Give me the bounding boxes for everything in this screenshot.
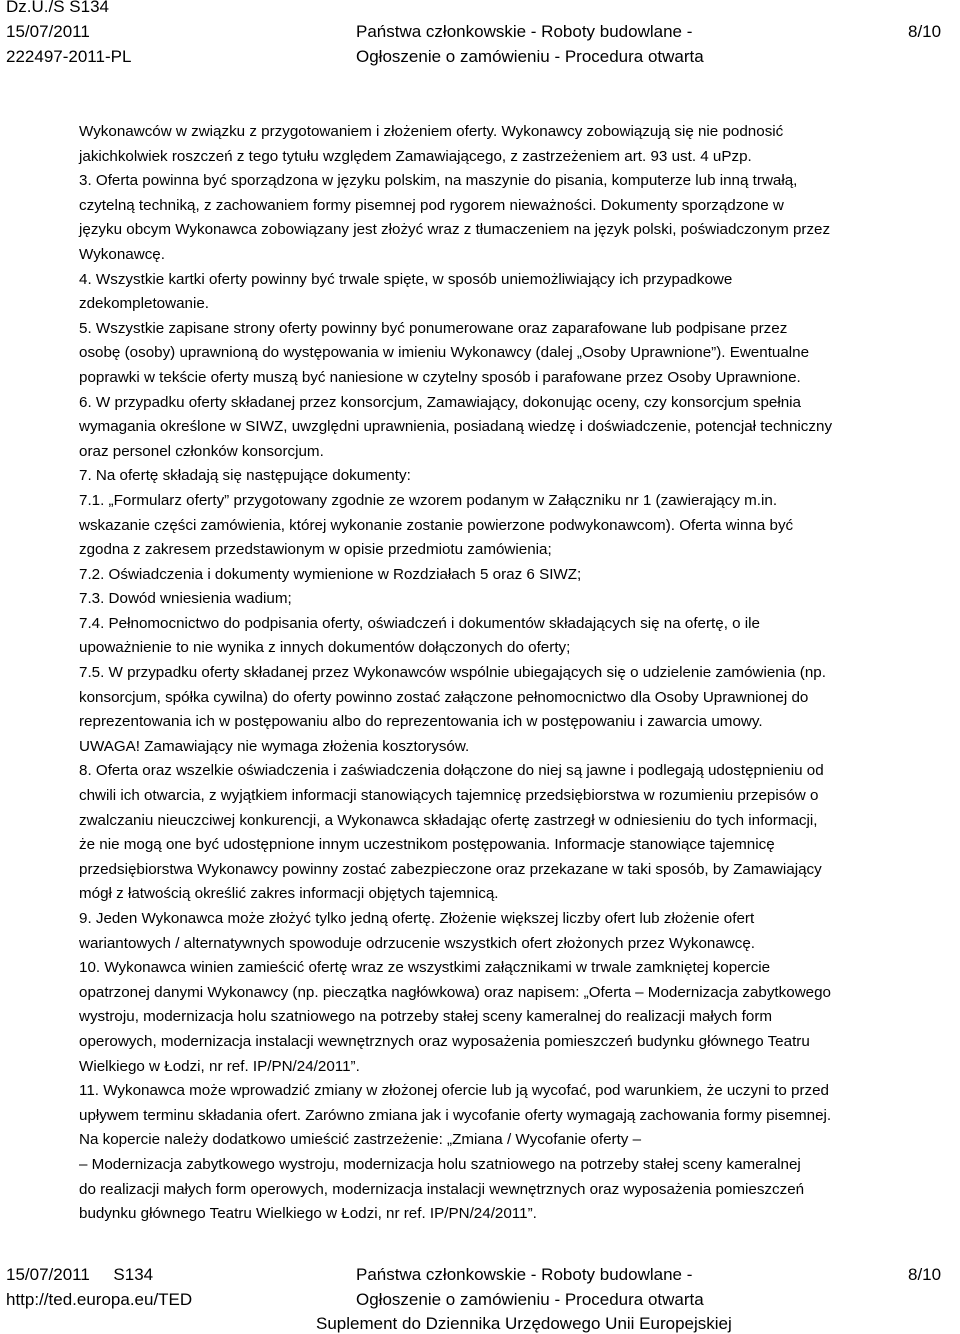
header-notice-id: 222497-2011-PL xyxy=(6,47,132,66)
body-line: wskazanie części zamówienia, której wykonanie zostanie powierzone podwykonawcom). Oferta winna być xyxy=(79,516,794,534)
body-line: 7.3. Dowód wniesienia wadium; xyxy=(79,590,292,608)
footer-page-number: 8/10 xyxy=(908,1265,942,1284)
footer-date-series: 15/07/2011 S134 xyxy=(6,1265,154,1284)
body-line: zwalczaniu nieuczciwej konkurencji, a Wykonawca składając ofertę zastrzegł w odniesieniu do tych informacji, xyxy=(79,811,818,829)
footer-title-line2: Ogłoszenie o zamówieniu - Procedura otwarta xyxy=(356,1290,704,1309)
body-line: wymagania określone w SIWZ, uwzględni uprawnienia, posiadaną wiedzę i doświadczenie, potencjał techniczny xyxy=(79,418,833,436)
body-line: 11. Wykonawca może wprowadzić zmiany w złożonej ofercie lub ją wycofać, pod warunkiem, że uczyni to przed xyxy=(79,1082,830,1100)
footer-title-line1: Państwa członkowskie - Roboty budowlane - xyxy=(356,1265,693,1284)
body-line: 6. W przypadku oferty składanej przez konsorcjum, Zamawiający, dokonując oceny, czy konsorcjum spełnia xyxy=(79,393,801,411)
body-line: czytelną techniką, z zachowaniem formy pisemnej pod rygorem nieważności. Dokumenty sporządzone w xyxy=(79,196,784,214)
body-line: 7.4. Pełnomocnictwo do podpisania oferty, oświadczeń i dokumentów składających się na ofertę, o ile xyxy=(79,614,761,632)
header-page-number: 8/10 xyxy=(908,22,942,41)
body-line: 3. Oferta powinna być sporządzona w języku polskim, na maszynie do pisania, komputerze lub inną trwałą, xyxy=(79,172,798,190)
body-line: 7.5. W przypadku oferty składanej przez Wykonawców wspólnie ubiegających się o udzielenie zamówienia (np. xyxy=(79,664,826,682)
body-line: reprezentowania ich w postępowaniu albo do reprezentowania ich w postępowaniu i zawarcia umowy. xyxy=(79,713,763,731)
header-doc-ref: Dz.U./S S134 xyxy=(6,0,109,16)
body-line: upoważnienie to nie wynika z innych dokumentów dołączonych do oferty; xyxy=(79,639,571,657)
body-line: konsorcjum, spółka cywilna) do oferty powinno zostać załączone pełnomocnictwo dla Osoby Uprawnionej do xyxy=(79,688,809,706)
body-line: przedsiębiorstwa Wykonawcy powinny zostać zabezpieczone oraz przekazane w taki sposób, by Zamawiający xyxy=(79,860,822,878)
body-line: wystroju, modernizacja holu szatniowego na potrzeby stałej sceny kameralnej do realizacji małych form xyxy=(79,1008,773,1026)
body-line: że nie mogą one być udostępnione innym uczestnikom postępowania. Informacje stanowiące tajemnicę xyxy=(79,836,775,854)
body-line: opatrzonej danymi Wykonawcy (np. pieczątka nagłówkowa) oraz napisem: „Oferta – Modernizacja zabytkowego xyxy=(79,983,832,1001)
body-line: operowych, modernizacja instalacji wewnętrznych oraz wyposażenia pomieszczeń budynku głównego Teatru xyxy=(79,1032,810,1050)
body-line: jakichkolwiek roszczeń z tego tytułu względem Zamawiającego, z zastrzeżeniem art. 93 ust. 4 uPzp. xyxy=(79,147,752,165)
document-body xyxy=(79,120,959,1227)
body-line: zdekompletowanie. xyxy=(79,295,210,313)
body-line: chwili ich otwarcia, z wyjątkiem informacji stanowiących tajemnicę przedsiębiorstwa w rozumieniu przepisów o xyxy=(79,787,819,805)
body-line: 5. Wszystkie zapisane strony oferty powinny być ponumerowane oraz zaparafowane lub podpisane przez xyxy=(79,319,788,337)
body-line: upływem terminu składania ofert. Zarówno zmiana jak i wycofanie oferty wymagają zachowania formy pisemnej. xyxy=(79,1106,832,1124)
body-line: 7.2. Oświadczenia i dokumenty wymienione w Rozdziałach 5 oraz 6 SIWZ; xyxy=(79,565,582,583)
body-line: 10. Wykonawca winien zamieścić ofertę wraz ze wszystkimi załącznikami w trwale zamkniętej kopercie xyxy=(79,959,771,977)
body-line: UWAGA! Zamawiający nie wymaga złożenia kosztorysów. xyxy=(79,737,470,755)
footer-url[interactable]: http://ted.europa.eu/TED xyxy=(6,1290,193,1309)
body-line: Wykonawców w związku z przygotowaniem i złożeniem oferty. Wykonawcy zobowiązują się nie podnosić xyxy=(79,123,784,140)
header-title-line2: Ogłoszenie o zamówieniu - Procedura otwarta xyxy=(356,47,704,66)
body-line: języku obcym Wykonawca zobowiązany jest złożyć wraz z tłumaczeniem na język polski, poświadczonym przez xyxy=(79,221,831,239)
body-line: oraz personel członków konsorcjum. xyxy=(79,442,324,460)
body-line: osobę (osoby) uprawnioną do występowania w imieniu Wykonawcy (dalej „Osoby Uprawnione”). Ewentualne xyxy=(79,344,810,362)
body-line: 7. Na ofertę składają się następujące dokumenty: xyxy=(79,467,411,485)
body-line: 4. Wszystkie kartki oferty powinny być trwale spięte, w sposób uniemożliwiający ich przypadkowe xyxy=(79,270,733,288)
body-line: Na kopercie należy dodatkowo umieścić zastrzeżenie: „Zmiana / Wycofanie oferty – xyxy=(79,1131,642,1149)
body-line: Wielkiego w Łodzi, nr ref. IP/PN/24/2011”. xyxy=(79,1057,360,1075)
body-line: 7.1. „Formularz oferty” przygotowany zgodnie ze wzorem podanym w Załączniku nr 1 (zawierający m.in. xyxy=(79,491,778,509)
body-line: do realizacji małych form operowych, modernizacja instalacji wewnętrznych oraz wyposażenia pomieszczeń xyxy=(79,1180,805,1198)
header-title-line1: Państwa członkowskie - Roboty budowlane - xyxy=(356,22,693,41)
body-line: mógł z łatwością określić zakres informacji objętych tajemnicą. xyxy=(79,885,499,903)
body-line: 9. Jeden Wykonawca może złożyć tylko jedną ofertę. Złożenie większej liczby ofert lub złożenie ofert xyxy=(79,910,755,927)
body-line: budynku głównego Teatru Wielkiego w Łodzi, nr ref. IP/PN/24/2011”. xyxy=(79,1205,537,1223)
header-date: 15/07/2011 xyxy=(6,22,90,41)
body-line: Wykonawcę. xyxy=(79,245,165,263)
body-line: 8. Oferta oraz wszelkie oświadczenia i zaświadczenia dołączone do niej są jawne i podlegają udostępnieniu od xyxy=(79,762,824,780)
body-line: wariantowych / alternatywnych spowoduje odrzucenie wszystkich ofert złożonych przez Wykonawcę. xyxy=(79,934,756,952)
footer-title-line3: Suplement do Dziennika Urzędowego Unii Europejskiej xyxy=(316,1314,732,1333)
body-line: – Modernizacja zabytkowego wystroju, modernizacja holu szatniowego na potrzeby stałej sceny kameralnej xyxy=(79,1155,801,1173)
body-line: zgodna z zakresem przedstawionym w opisie przedmiotu zamówienia; xyxy=(79,541,552,559)
body-line: poprawki w tekście oferty muszą być naniesione w czytelny sposób i parafowane przez Osoby Uprawnione. xyxy=(79,368,801,386)
